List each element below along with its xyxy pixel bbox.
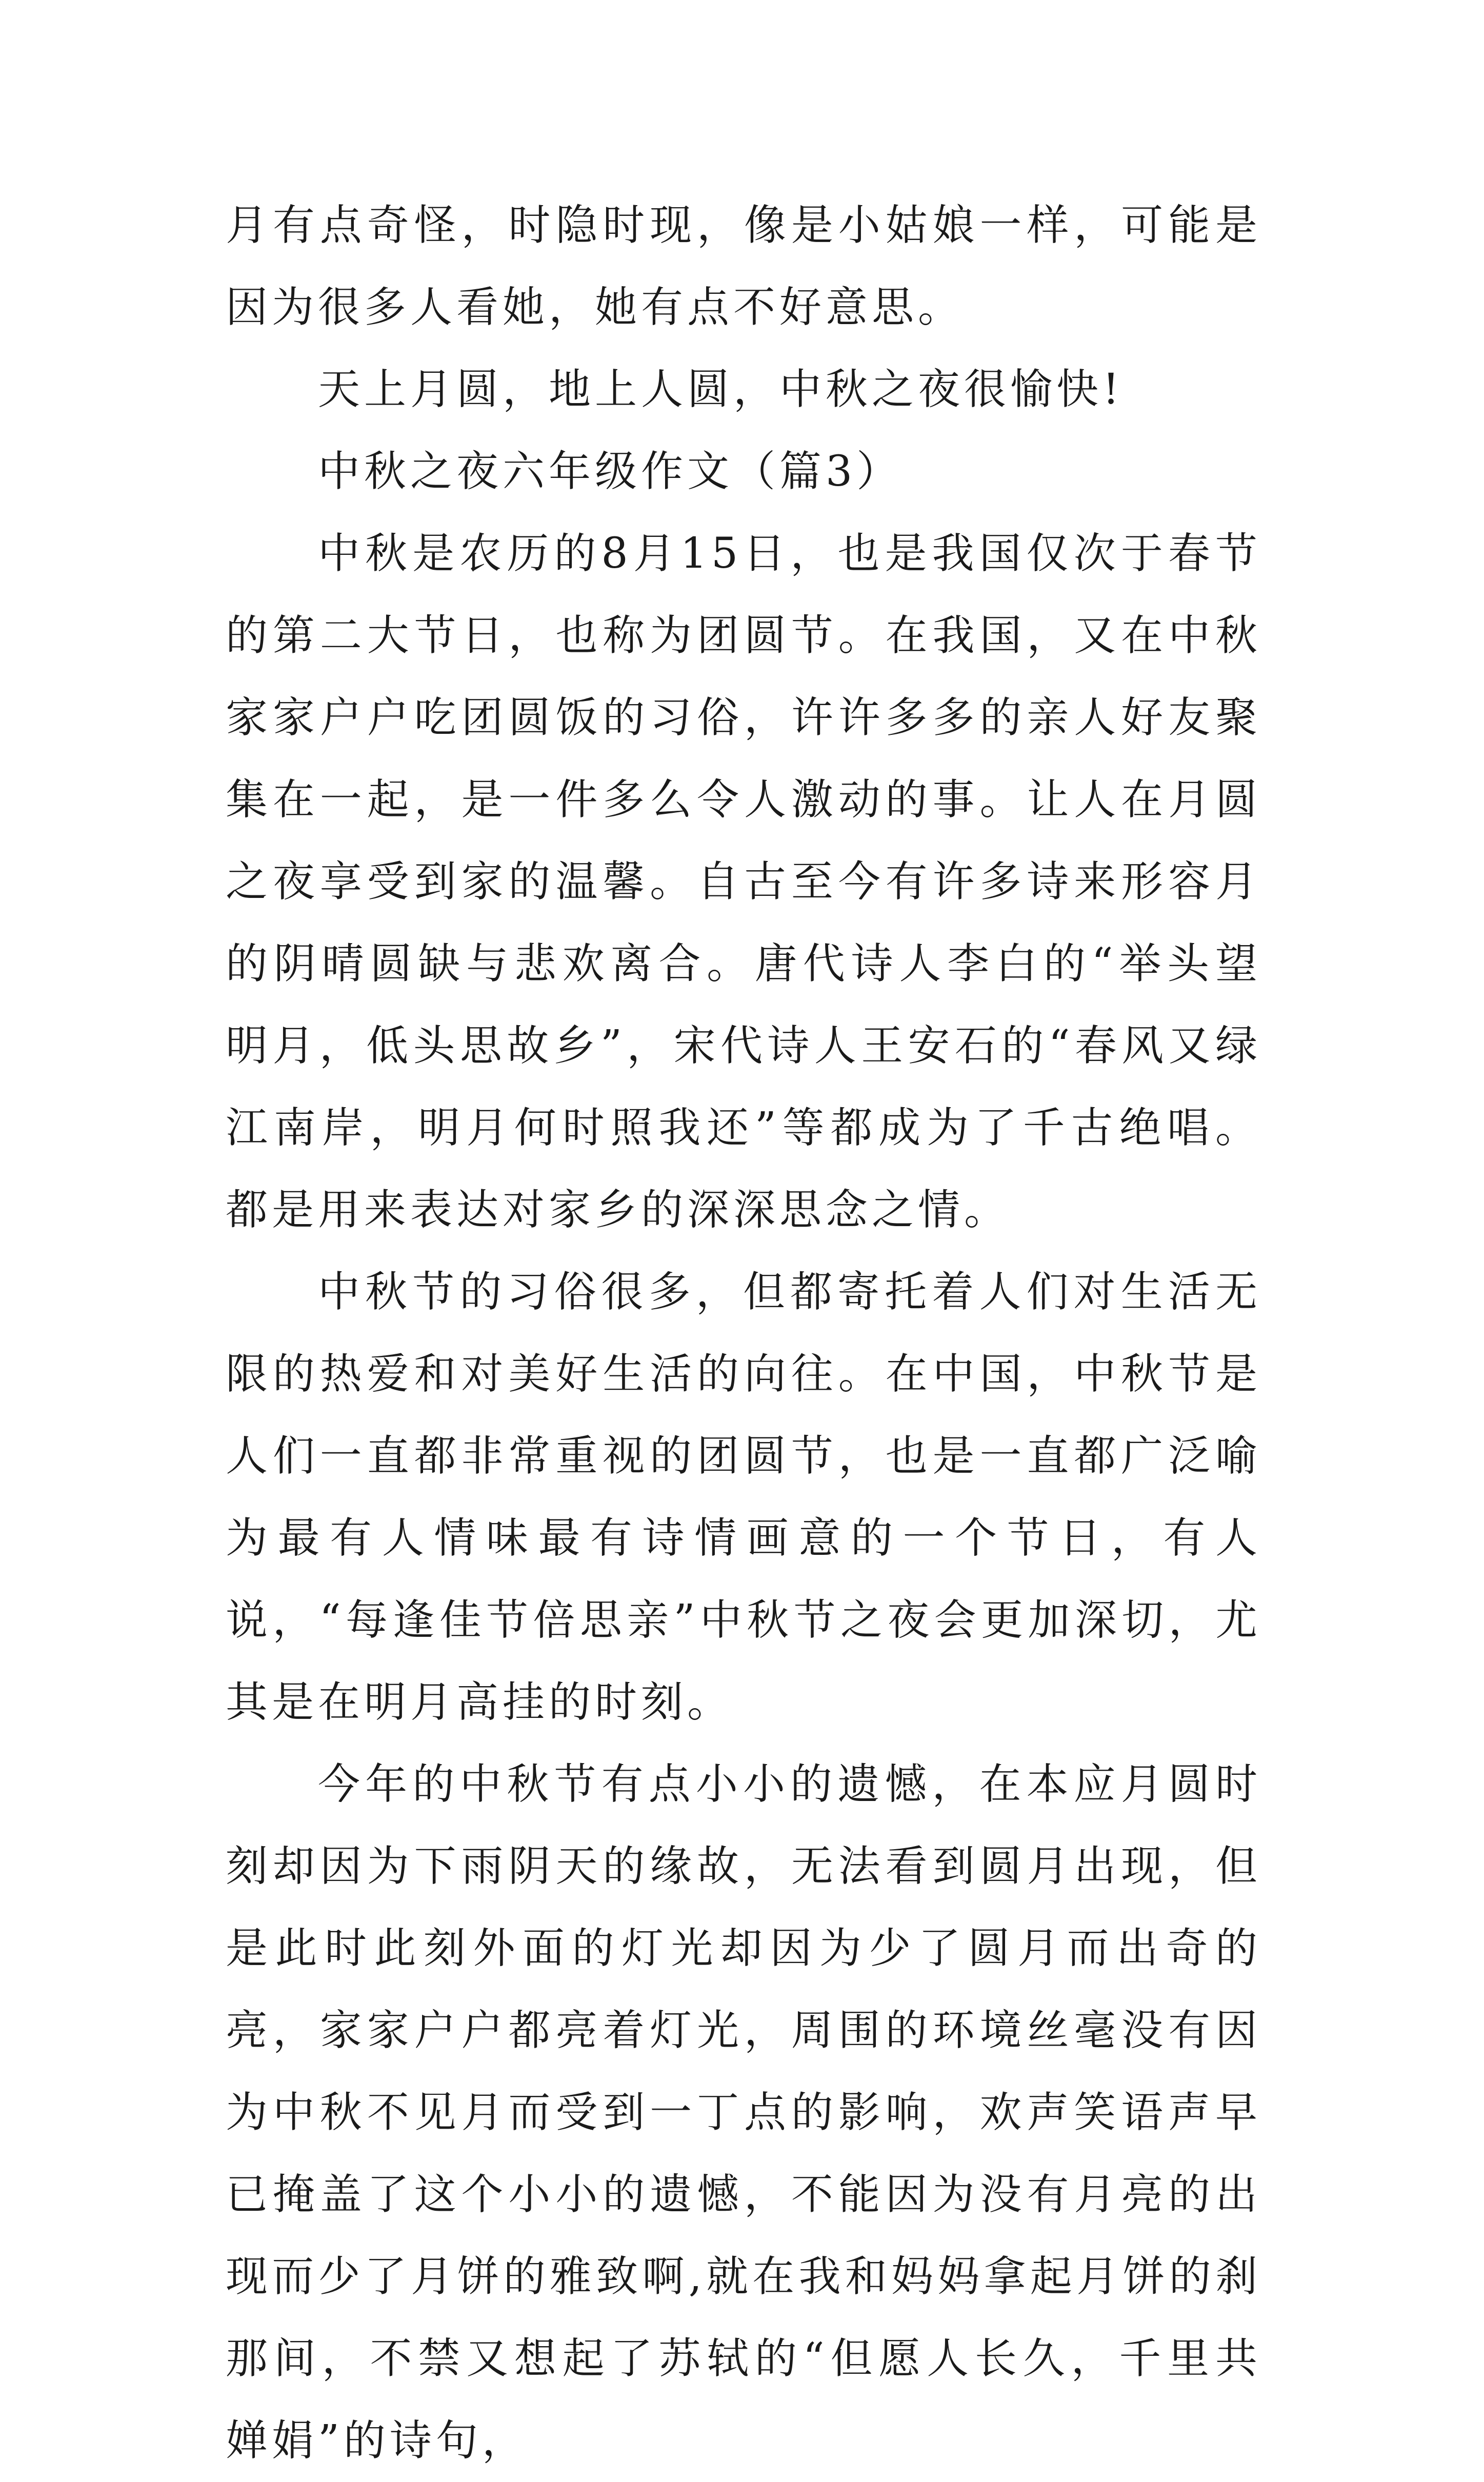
paragraph-this-year: 今年的中秋节有点小小的遗憾，在本应月圆时刻却因为下雨阴天的缘故，无法看到圆月出现，但是此时此刻外面的灯光却因为少了圆月而出奇的亮，家家户户都亮着灯光，周围的环境丝毫没有因为中秋不见月而受到一丁点的影响，欢声笑语声早已掩盖了这个小小的遗憾，不能因为没有月亮的出现而少了月饼的雅致啊,就在我和妈妈拿起月饼的刹那间，不禁又想起了苏轼的“但愿人长久，千里共婵娟”的诗句， bbox=[226, 1760, 1261, 2465]
section-title: 中秋之夜六年级作文（篇3） bbox=[318, 447, 903, 496]
paragraph-continuation: 月有点奇怪，时隐时现，像是小姑娘一样，可能是因为很多人看她，她有点不好意思。 bbox=[226, 201, 1261, 332]
paragraph-customs: 中秋节的习俗很多，但都寄托着人们对生活无限的热爱和对美好生活的向往。在中国，中秋节是人们一直都非常重视的团圆节，也是一直都广泛喻为最有人情味最有诗情画意的一个节日，有人说，“每逢佳节倍思亲”中秋节之夜会更加深切，尤其是在明月高挂的时刻。 bbox=[226, 1268, 1261, 1727]
paragraph-intro: 中秋是农历的8月15日，也是我国仅次于春节的第二大节日，也称为团圆节。在我国，又在中秋家家户户吃团圆饭的习俗，许许多多的亲人好友聚集在一起，是一件多么令人激动的事。让人在月圆之夜享受到家的温馨。自古至今有许多诗来形容月的阴晴圆缺与悲欢离合。唐代诗人李白的“举头望明月，低头思故乡”，宋代诗人王安石的“春风又绿江南岸，明月何时照我还”等都成为了千古绝唱。都是用来表达对家乡的深深思念之情。 bbox=[226, 529, 1261, 1234]
paragraph-closing-line: 天上月圆，地上人圆，中秋之夜很愉快! bbox=[318, 365, 1124, 414]
document-body bbox=[226, 185, 1261, 2482]
